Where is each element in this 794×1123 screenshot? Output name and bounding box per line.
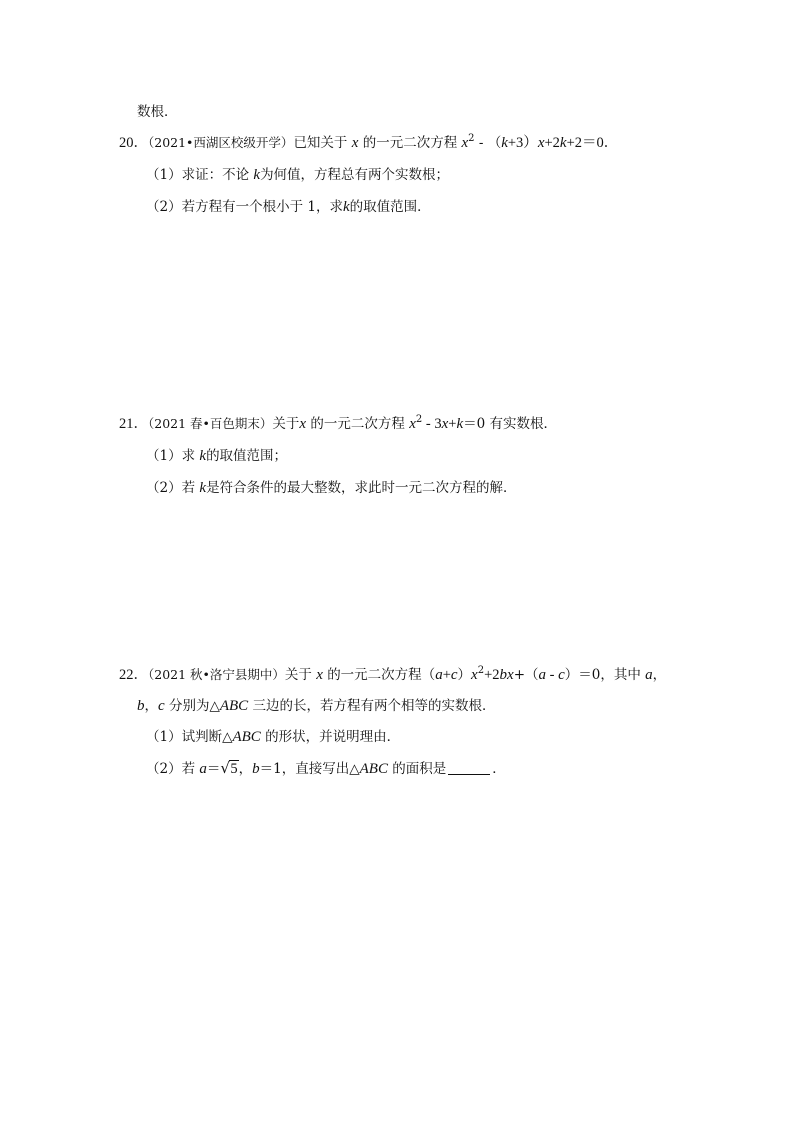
math-text: +3）: [507, 135, 538, 151]
math-var: x: [409, 416, 416, 432]
math-var: b: [499, 667, 508, 683]
math-var: x: [316, 667, 323, 683]
math-text: +2: [484, 667, 500, 683]
math-var: b: [137, 698, 145, 714]
radical-sign: √: [220, 759, 230, 777]
question-source: （2021•西湖区校级开学）: [148, 135, 294, 150]
math-var: k: [342, 199, 350, 215]
math-var: k: [199, 480, 207, 496]
math-text: ）: [457, 667, 472, 683]
math-text: ＝: [206, 761, 221, 777]
math-text: +（: [513, 667, 539, 683]
part-label: （2）: [146, 199, 182, 215]
math-text: - 3: [422, 416, 442, 432]
question-20-part-2: [146, 198, 431, 216]
math-var: a: [199, 761, 207, 777]
stem-text: 的一元二次方程: [362, 135, 458, 151]
math-var: k: [199, 448, 207, 464]
math-text: ）＝0，其中: [564, 667, 641, 683]
math-var: x: [471, 667, 478, 683]
question-source: （2021 秋•洛宁县期中）: [148, 667, 285, 682]
question-source: （2021 春•百色期末）: [148, 416, 273, 431]
part-text: 若: [181, 480, 196, 496]
part-label: （1）: [146, 448, 182, 464]
stem-text: 关于: [272, 416, 300, 432]
part-label: （1）: [146, 729, 182, 745]
math-text: ．: [492, 761, 506, 777]
question-21-stem: [119, 415, 557, 433]
question-21-part-2: [146, 479, 517, 497]
question-21-part-1: [146, 447, 287, 465]
math-exponent: 2: [477, 665, 485, 676]
math-var: c: [158, 698, 165, 714]
question-22-part-1: [146, 728, 400, 746]
math-text: ，: [238, 761, 253, 777]
radicand: 5: [230, 761, 238, 777]
question-20-part-1: [146, 166, 449, 184]
math-var: x: [461, 135, 469, 151]
stem-text: 三边的长，若方程有两个相等的实数根．: [252, 698, 496, 714]
math-var: x: [351, 135, 359, 151]
stem-text: 已知关于: [293, 135, 348, 151]
question-22-part-2: [146, 760, 506, 778]
math-text: ＝0 有实数根．: [463, 416, 557, 432]
stem-text: 的一元二次方程: [310, 416, 405, 432]
math-text: ，: [144, 698, 158, 714]
question-number: 20．: [119, 135, 148, 151]
math-var: ABC: [359, 761, 388, 777]
stem-text: 关于: [284, 667, 312, 683]
sqrt-expression: [220, 760, 238, 778]
part-text: 求证：不论: [181, 167, 250, 183]
math-var: a: [538, 667, 547, 683]
question-22-stem: [119, 666, 666, 684]
math-text: +2: [544, 135, 560, 151]
math-var: k: [456, 416, 464, 432]
math-var: c: [558, 667, 565, 683]
math-var: a: [645, 667, 653, 683]
math-text: -: [546, 667, 559, 683]
math-var: x: [537, 135, 545, 151]
question-number: 21．: [119, 416, 148, 432]
math-text: +: [442, 667, 451, 683]
math-text: +: [448, 416, 457, 432]
question-number: 22．: [119, 667, 148, 683]
part-text: 是符合条件的最大整数，求此时一元二次方程的解．: [206, 480, 517, 496]
part-text: 若: [181, 761, 196, 777]
part-text: 的面积是: [392, 761, 447, 777]
stem-text: 分别为△: [168, 698, 220, 714]
stem-text: 的一元二次方程（: [327, 667, 436, 683]
part-text: 求: [181, 448, 196, 464]
part-text: 的取值范围．: [349, 199, 431, 215]
part-label: （2）: [146, 480, 182, 496]
math-var: k: [253, 167, 261, 183]
question-20-stem: [119, 134, 618, 152]
continuation-text: [137, 103, 178, 121]
math-text: ＝1，直接写出△: [259, 761, 360, 777]
part-text: 为何值，方程总有两个实数根；: [260, 167, 450, 183]
part-text: 若方程有一个根小于 1，求: [181, 199, 343, 215]
part-text: 试判断△: [181, 729, 233, 745]
part-text: 的取值范围；: [206, 448, 288, 464]
math-var: a: [435, 667, 443, 683]
math-exponent: 2: [468, 133, 475, 144]
math-var: x: [507, 667, 514, 683]
math-var: ABC: [219, 698, 249, 714]
part-text: 的形状，并说明理由．: [265, 729, 401, 745]
math-var: k: [501, 135, 508, 151]
math-var: k: [559, 135, 567, 151]
part-label: （2）: [146, 761, 182, 777]
math-exponent: 2: [415, 414, 423, 425]
math-text: - （: [474, 135, 502, 151]
question-22-stem-line-2: [137, 697, 496, 715]
math-var: x: [441, 416, 449, 432]
math-var: ABC: [232, 729, 261, 745]
math-var: x: [299, 416, 307, 432]
math-var: b: [252, 761, 260, 777]
answer-blank[interactable]: [448, 760, 490, 775]
math-var: c: [450, 667, 458, 683]
math-text: +2＝0．: [566, 135, 619, 151]
part-label: （1）: [146, 167, 182, 183]
math-text: ，: [652, 667, 667, 683]
continuation-line: 数根．: [137, 104, 178, 120]
